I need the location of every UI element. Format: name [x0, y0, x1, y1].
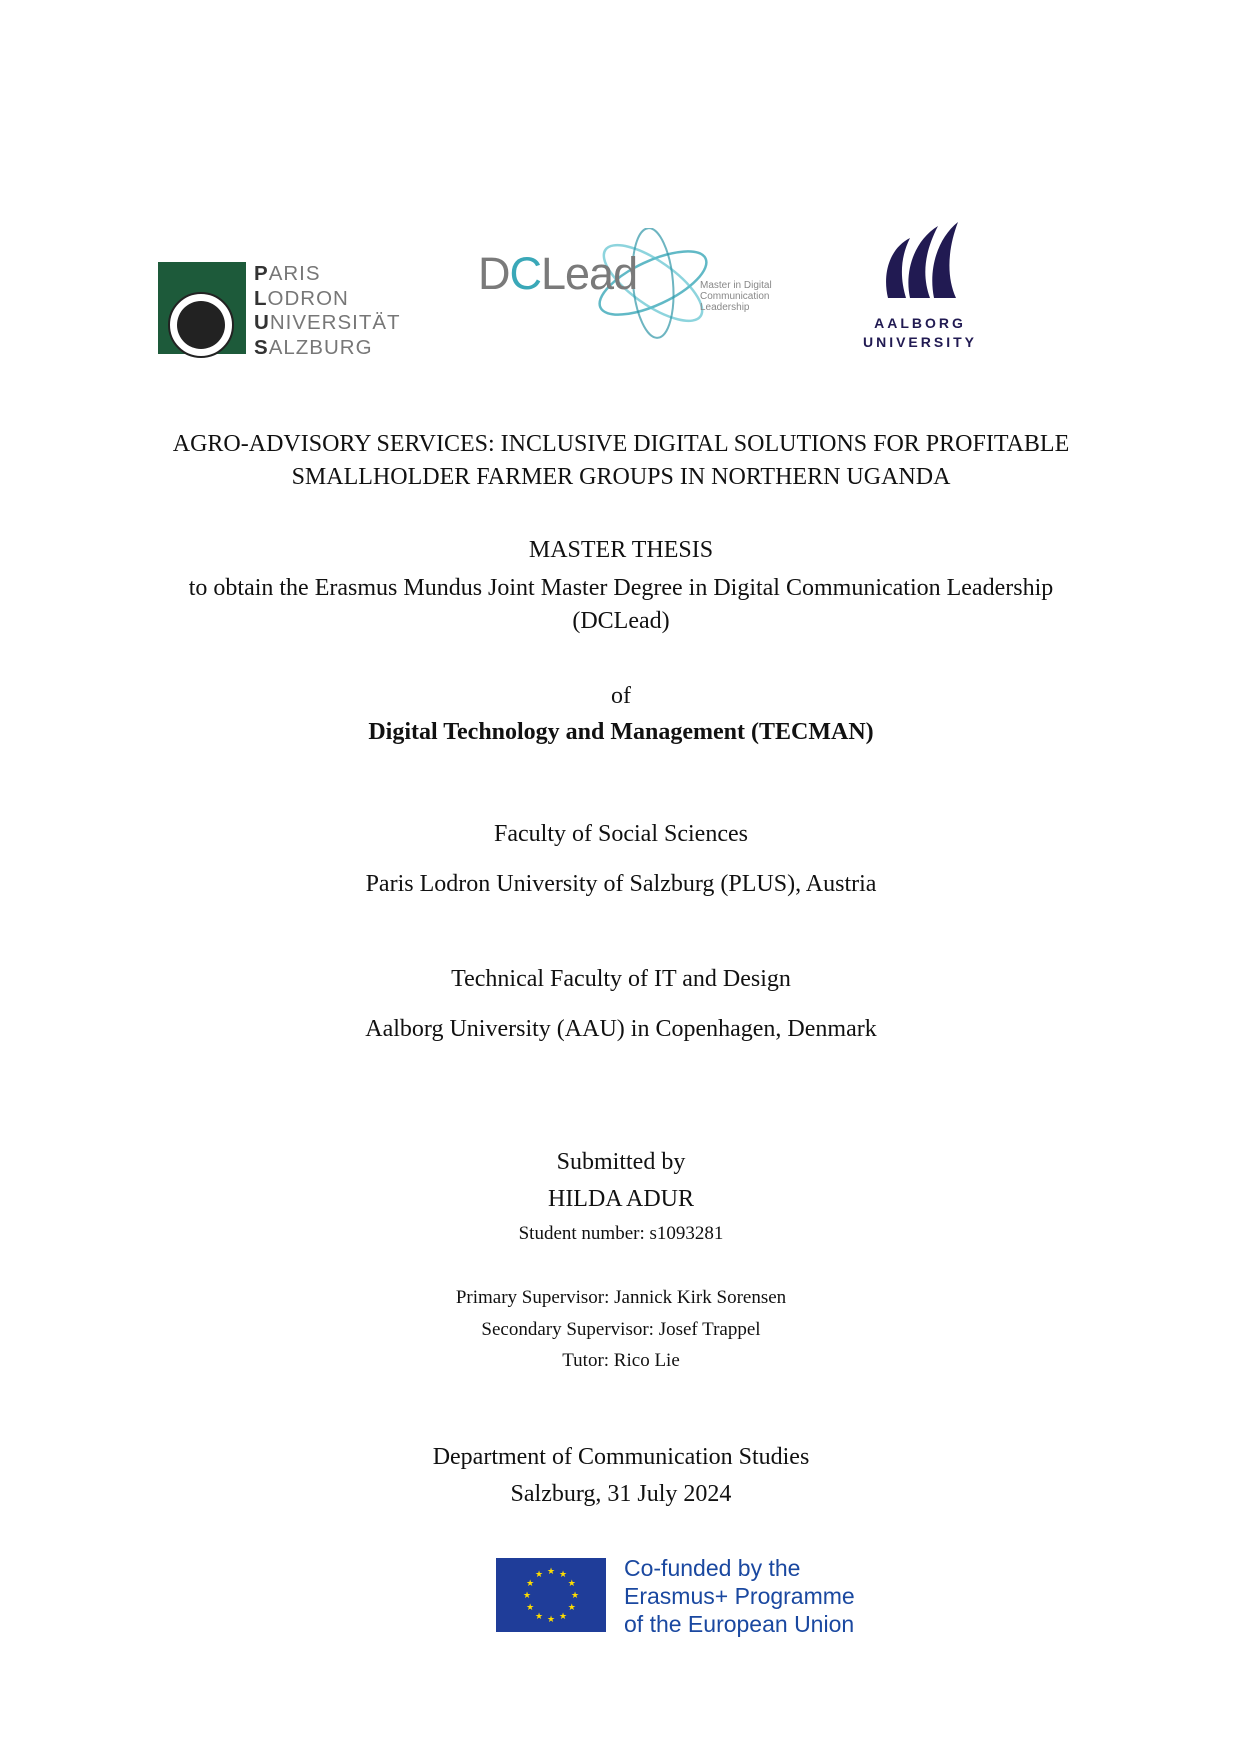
of-label: of — [611, 683, 631, 709]
eu-star-icon: ★ — [526, 1602, 535, 1612]
eu-star-icon: ★ — [526, 1578, 535, 1588]
author-name: HILDA ADUR — [547, 1186, 694, 1212]
eu-star-icon: ★ — [558, 1610, 568, 1621]
eu-star-icon: ★ — [546, 1614, 556, 1624]
university-salzburg: Paris Lodron University of Salzburg (PLUS), Austria — [365, 871, 877, 897]
program-name: Digital Technology and Management (TECMAN) — [368, 719, 874, 745]
plus-seal-icon — [168, 292, 234, 358]
plus-wordmark: PARIS LODRON UNIVERSITÄT SALZBURG — [254, 262, 401, 359]
dclead-logo — [478, 228, 798, 348]
eu-star-icon: ★ — [546, 1566, 556, 1576]
eu-star-icon: ★ — [534, 1610, 544, 1621]
place-date: Salzburg, 31 July 2024 — [510, 1481, 732, 1507]
tutor: Tutor: Rico Lie — [562, 1350, 680, 1371]
erasmus-cofunded-text: Co-funded by the Erasmus+ Programme of the European Union — [624, 1555, 855, 1637]
aalborg-wordmark: AALBORG UNIVERSITY — [862, 315, 977, 350]
eu-star-icon: ★ — [558, 1569, 568, 1580]
eu-star-icon: ★ — [534, 1569, 544, 1580]
aalborg-waves-icon — [860, 218, 980, 308]
faculty-social-sciences: Faculty of Social Sciences — [494, 821, 748, 847]
thesis-title: AGRO-ADVISORY SERVICES: INCLUSIVE DIGITAL SOLUTIONS FOR PROFITABLE SMALLHOLDER FARMER GROUPS IN NORTHERN UGANDA — [172, 431, 1070, 490]
plus-logo — [158, 262, 401, 359]
primary-supervisor: Primary Supervisor: Jannick Kirk Sorensen — [455, 1287, 787, 1308]
faculty-it-design: Technical Faculty of IT and Design — [451, 966, 791, 992]
secondary-supervisor: Secondary Supervisor: Josef Trappel — [481, 1319, 761, 1340]
eu-flag-icon — [496, 1558, 606, 1632]
student-number: Student number: s1093281 — [518, 1223, 724, 1244]
eu-star-icon: ★ — [567, 1602, 576, 1612]
university-aalborg: Aalborg University (AAU) in Copenhagen, Denmark — [365, 1016, 877, 1042]
eu-star-icon: ★ — [522, 1590, 532, 1600]
eu-star-icon: ★ — [570, 1590, 580, 1600]
aalborg-logo — [860, 218, 980, 353]
submitted-by-label: Submitted by — [556, 1149, 686, 1175]
thesis-purpose: to obtain the Erasmus Mundus Joint Master Degree in Digital Communication Leadership (DCLead) — [188, 575, 1054, 634]
eu-star-icon: ★ — [567, 1578, 576, 1588]
dclead-tagline: Master in Digital Communication Leadership — [700, 280, 772, 313]
department: Department of Communication Studies — [432, 1444, 810, 1470]
thesis-heading: MASTER THESIS — [528, 537, 714, 563]
dclead-wordmark: DCLead — [478, 248, 638, 299]
